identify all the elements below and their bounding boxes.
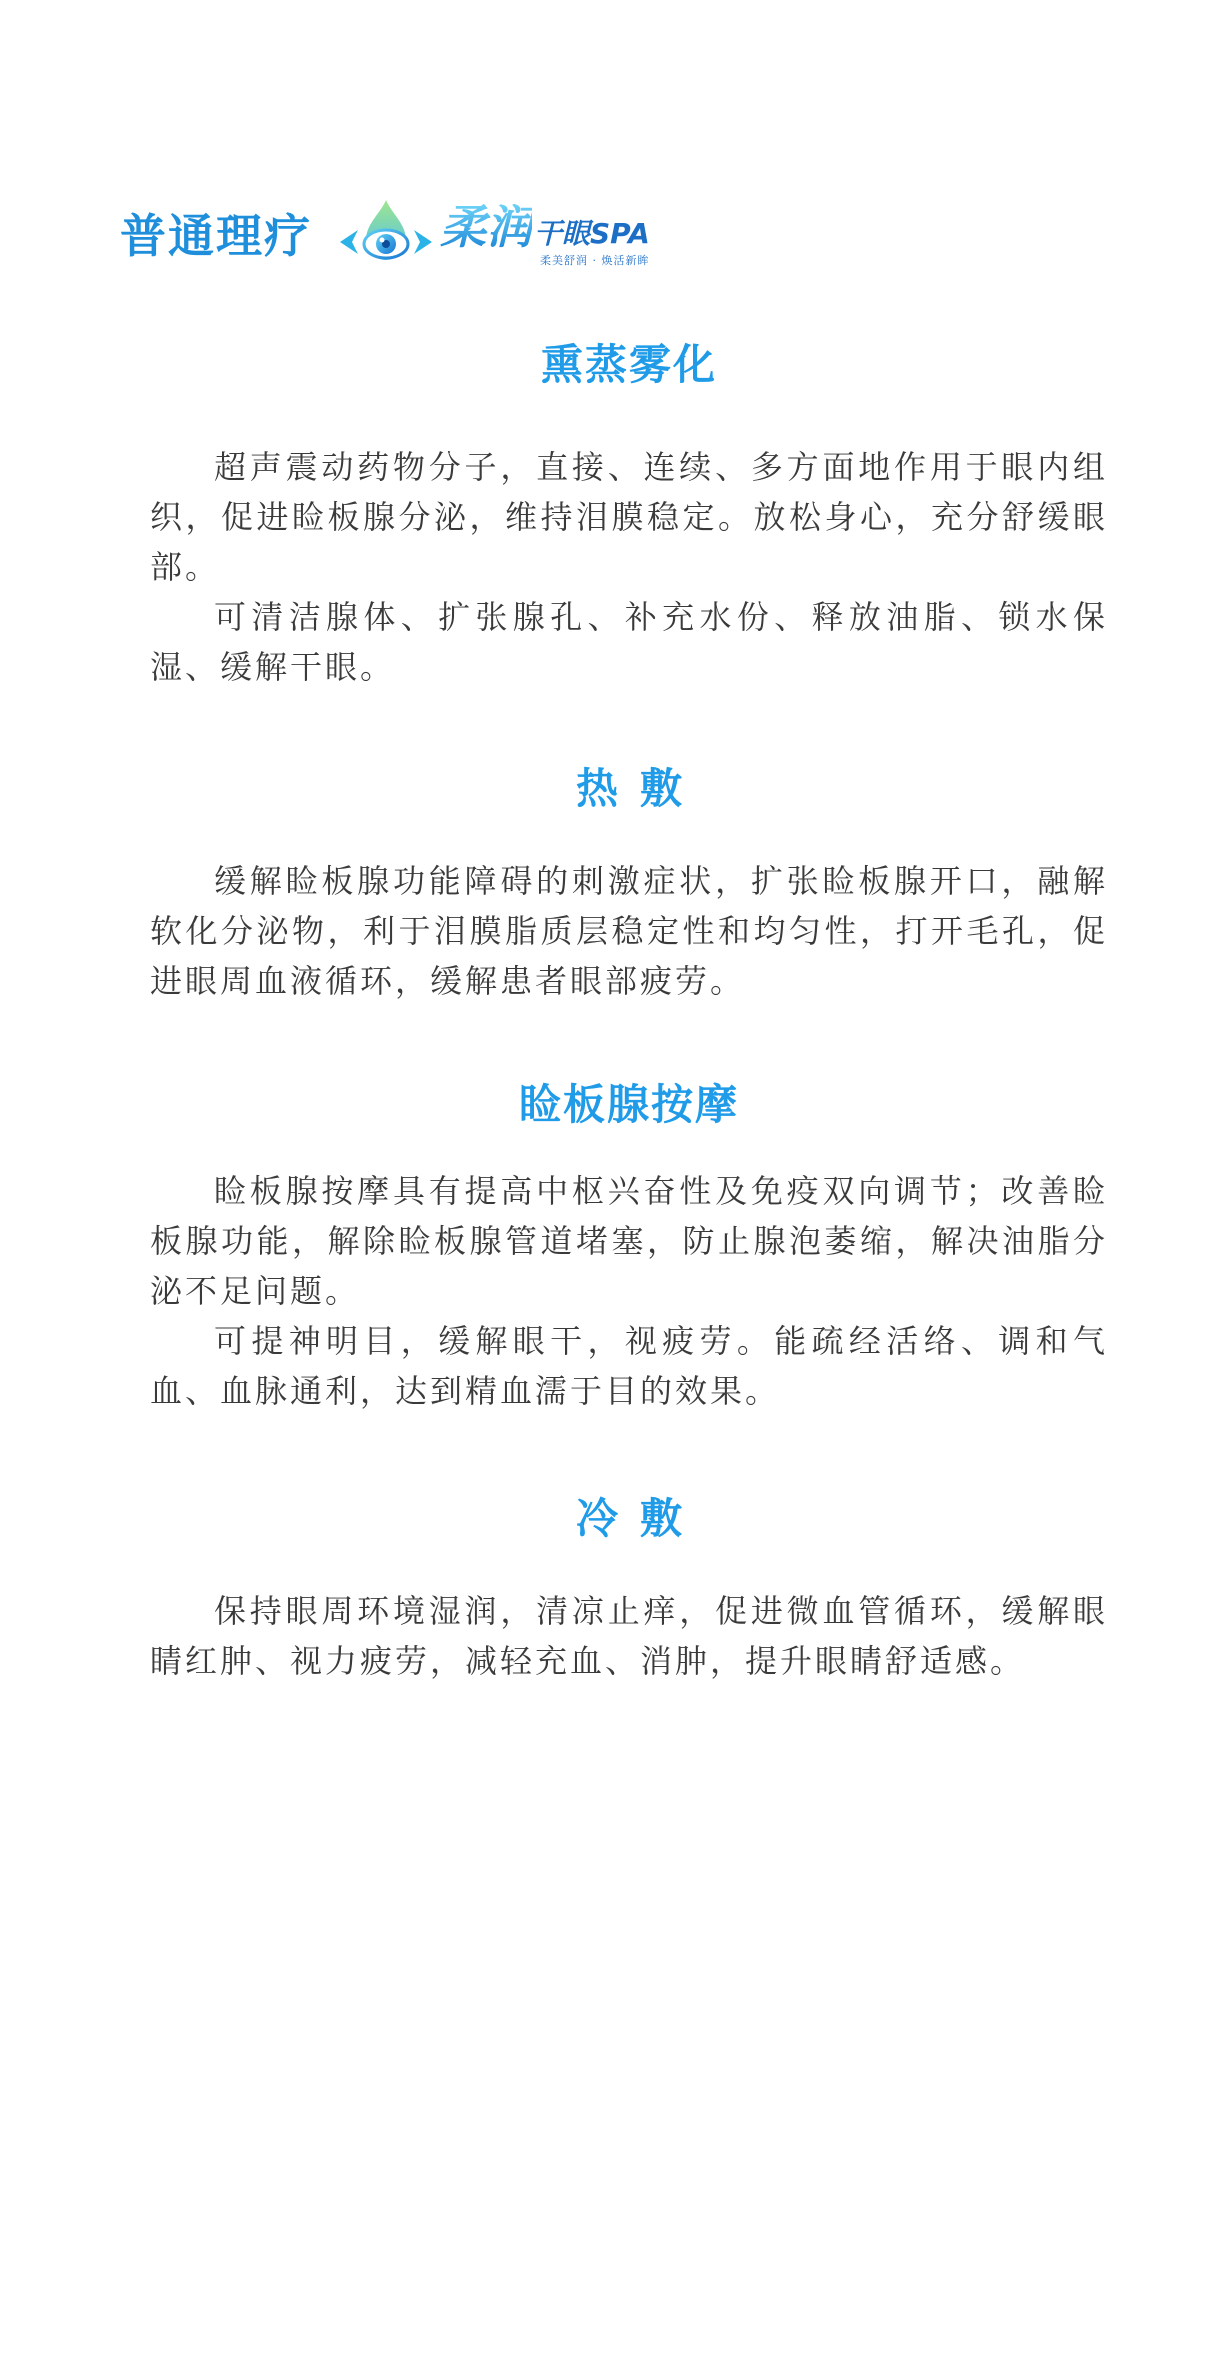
logo-main-text: 柔润 (440, 200, 532, 254)
section-paragraph: 保持眼周环境湿润，清凉止痒，促进微血管循环，缓解眼睛红肿、视力疲劳，减轻充血、消肿，提升眼睛舒适感。 (150, 1592, 1108, 1681)
section-gland-massage (150, 1080, 1108, 1416)
section-paragraph: 睑板腺按摩具有提高中枢兴奋性及免疫双向调节；改善睑板腺功能，解除睑板腺管道堵塞，防止腺泡萎缩，解决油脂分泌不足问题。 (150, 1172, 1108, 1311)
logo-sub-text: 干眼SPA (534, 217, 650, 250)
section-title: 睑板腺按摩 (518, 1080, 739, 1129)
section-fumigation (150, 340, 1108, 692)
section-title: 熏蒸雾化 (540, 340, 717, 389)
page-title: 普通理疗 (120, 209, 312, 263)
brand-logo (336, 196, 650, 276)
section-title: 冷敷 (575, 1494, 704, 1543)
section-paragraph: 可清洁腺体、扩张腺孔、补充水份、释放油脂、锁水保湿、缓解干眼。 (150, 598, 1108, 687)
section-paragraph: 缓解睑板腺功能障碍的刺激症状，扩张睑板腺开口，融解软化分泌物，利于泪膜脂质层稳定性和均匀性，打开毛孔，促进眼周血液循环，缓解患者眼部疲劳。 (150, 862, 1108, 1001)
section-paragraph: 超声震动药物分子，直接、连续、多方面地作用于眼内组织，促进睑板腺分泌，维持泪膜稳定。放松身心，充分舒缓眼部。 (150, 448, 1108, 587)
section-hot-compress (150, 764, 1108, 1006)
section-cold-compress (150, 1494, 1108, 1686)
section-title: 热敷 (575, 764, 704, 813)
eye-drop-icon (336, 196, 436, 276)
page-header (120, 196, 650, 276)
section-paragraph: 可提神明目，缓解眼干，视疲劳。能疏经活络、调和气血、血脉通利，达到精血濡于目的效果。 (150, 1322, 1108, 1411)
logo-tagline: 柔美舒润 · 焕活新眸 (540, 254, 650, 267)
